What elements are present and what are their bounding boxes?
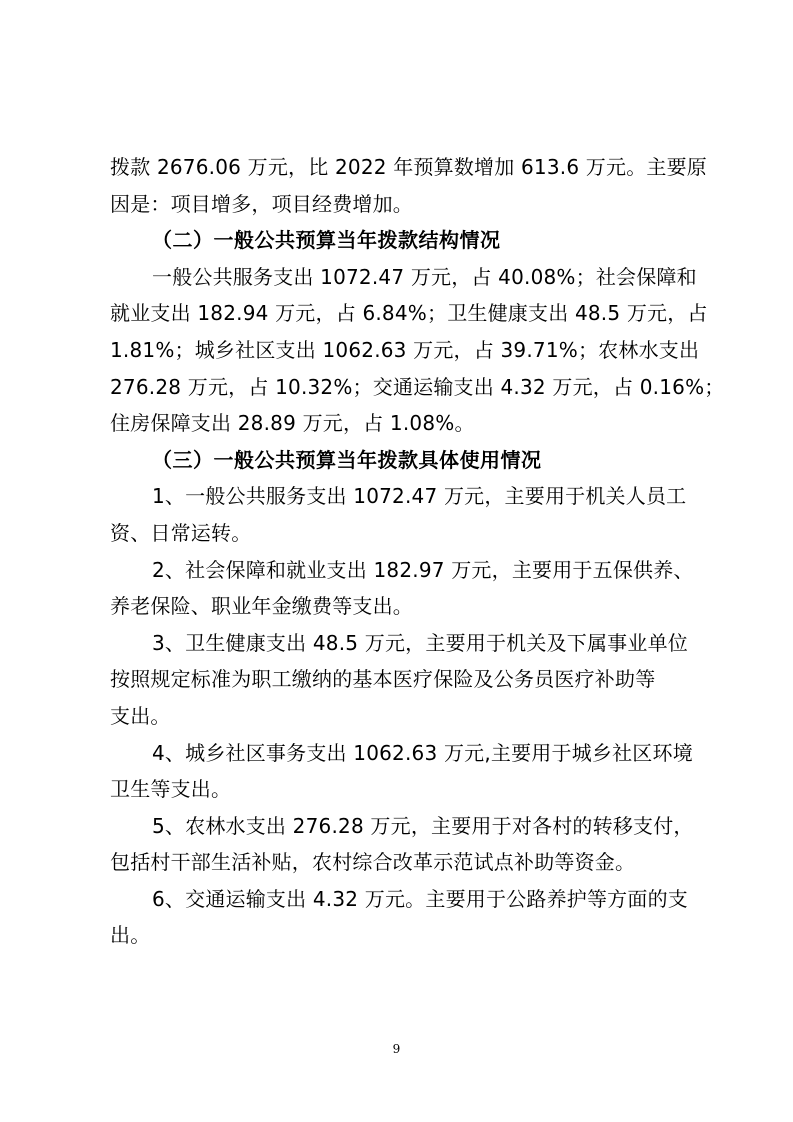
body-line: 养老保险、职业年金缴费等支出。 bbox=[110, 594, 413, 619]
body-line: 资、日常运转。 bbox=[110, 520, 252, 545]
body-line: 包括村干部生活补贴，农村综合改革示范试点补助等资金。 bbox=[110, 850, 636, 875]
body-line: 按照规定标准为职工缴纳的基本医疗保险及公务员医疗补助等 bbox=[110, 667, 656, 692]
section-heading: （三）一般公共预算当年拨款具体使用情况 bbox=[152, 447, 542, 472]
body-line: 卫生等支出。 bbox=[110, 777, 232, 802]
section-heading: （二）一般公共预算当年拨款结构情况 bbox=[152, 228, 501, 253]
body-line: 支出。 bbox=[110, 703, 171, 728]
body-line: 1.81%；城乡社区支出 1062.63 万元，占 39.71%；农林水支出 bbox=[110, 337, 700, 362]
body-line: 出。 bbox=[110, 923, 151, 948]
body-line: 一般公共服务支出 1072.47 万元，占 40.08%；社会保障和 bbox=[152, 264, 697, 289]
body-line: 276.28 万元，占 10.32%；交通运输支出 4.32 万元，占 0.16%； bbox=[110, 374, 725, 399]
body-line: 3、卫生健康支出 48.5 万元，主要用于机关及下属事业单位 bbox=[152, 630, 688, 655]
body-line: 5、农林水支出 276.28 万元，主要用于对各村的转移支付， bbox=[152, 813, 694, 838]
body-line: 6、交通运输支出 4.32 万元。主要用于公路养护等方面的支 bbox=[152, 886, 688, 911]
document-body bbox=[110, 149, 725, 954]
body-line: 4、城乡社区事务支出 1062.63 万元,主要用于城乡社区环境 bbox=[152, 740, 693, 765]
body-line: 就业支出 182.94 万元，占 6.84%；卫生健康支出 48.5 万元，占 bbox=[110, 301, 708, 326]
page-number: 9 bbox=[392, 1042, 401, 1056]
body-line: 1、一般公共服务支出 1072.47 万元，主要用于机关人员工 bbox=[152, 484, 687, 509]
body-line: 因是：项目增多，项目经费增加。 bbox=[110, 191, 413, 216]
body-line: 住房保障支出 28.89 万元，占 1.08%。 bbox=[110, 411, 475, 436]
body-line: 拨款 2676.06 万元，比 2022 年预算数增加 613.6 万元。主要原 bbox=[110, 155, 708, 179]
body-line: 2、社会保障和就业支出 182.97 万元，主要用于五保供养、 bbox=[152, 557, 694, 582]
